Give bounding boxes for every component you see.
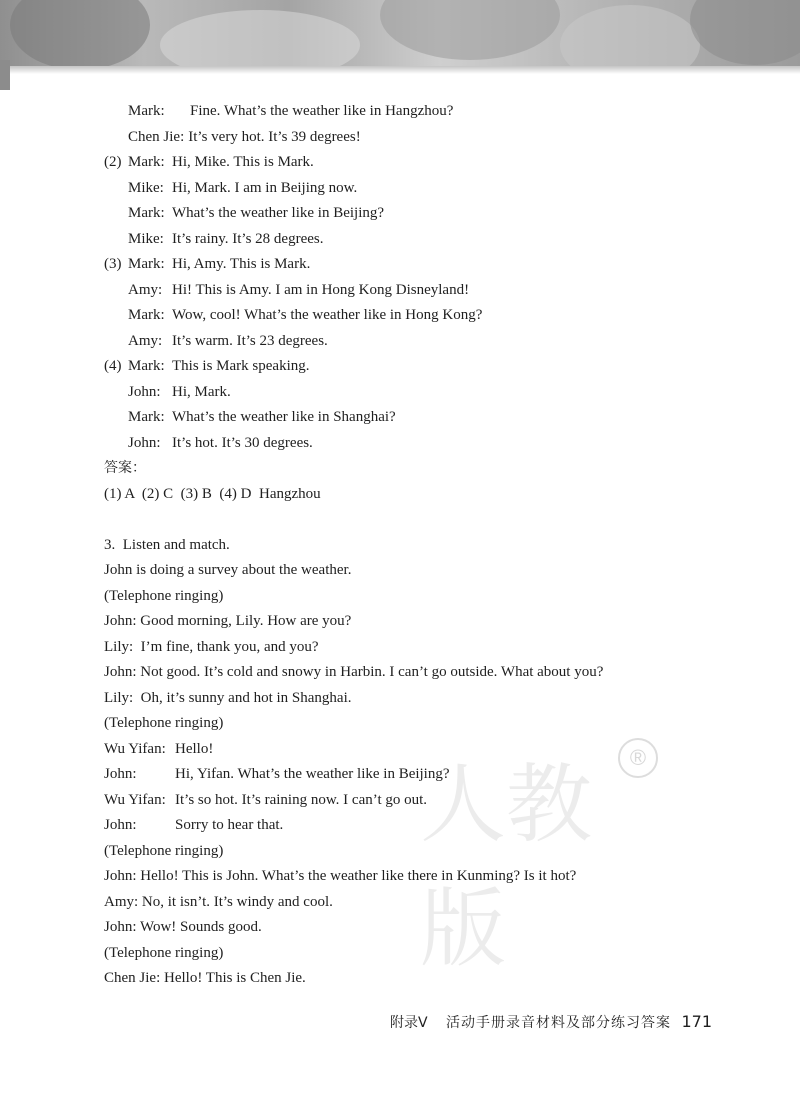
dialogue-line: John: Hello! This is John. What’s the weather like there in Kunming? Is it hot? (104, 868, 577, 884)
dialogue-line: Lily: I’m fine, thank you, and you? (104, 639, 319, 655)
dialogue-line: Mark: Fine. What’s the weather like in Hangzhou? (128, 103, 454, 119)
narration-line: John is doing a survey about the weather. (104, 562, 352, 578)
header-banner-image (0, 0, 800, 74)
dialogue-line: John: Hi, Mark. (128, 384, 231, 400)
dialogue-line: Lily: Oh, it’s sunny and hot in Shanghai. (104, 690, 352, 706)
dialogue-line: Mark: What’s the weather like in Shanghai? (128, 409, 396, 425)
registered-mark: ® (618, 738, 658, 778)
dialogue-3-number: (3) (104, 256, 122, 272)
publisher-watermark: 人教版 (420, 755, 592, 979)
dialogue-line: Mark: Wow, cool! What’s the weather like in Hong Kong? (128, 307, 483, 323)
dialogue-line: John: Not good. It’s cold and snowy in Harbin. I can’t go outside. What about you? (104, 664, 604, 680)
stage-direction: (Telephone ringing) (104, 588, 224, 604)
appendix-label: 附录V (389, 1015, 428, 1031)
dialogue-line: John: Wow! Sounds good. (104, 919, 262, 935)
dialogue-line: John: Good morning, Lily. How are you? (104, 613, 352, 629)
dialogue-line: John: It’s hot. It’s 30 degrees. (128, 435, 313, 451)
appendix-title: 活动手册录音材料及部分练习答案 (446, 1015, 671, 1031)
dialogue-line: Amy: Hi! This is Amy. I am in Hong Kong Disneyland! (128, 282, 470, 298)
page-number: 171 (681, 1012, 712, 1031)
dialogue-line: Mike: It’s rainy. It’s 28 degrees. (128, 231, 324, 247)
dialogue-line: Mark: Hi, Mike. This is Mark. (128, 154, 314, 170)
dialogue-4-number: (4) (104, 358, 122, 374)
dialogue-line: Chen Jie: It’s very hot. It’s 39 degrees! (128, 129, 361, 145)
page-footer (390, 1012, 712, 1032)
section-3-title: 3. Listen and match. (104, 537, 230, 553)
dialogue-line: Chen Jie: Hello! This is Chen Jie. (104, 970, 306, 986)
dialogue-2-number: (2) (104, 154, 122, 170)
dialogue-line: Mark: Hi, Amy. This is Mark. (128, 256, 311, 272)
stage-direction: (Telephone ringing) (104, 843, 224, 859)
stage-direction: (Telephone ringing) (104, 715, 224, 731)
answers-label: 答案： (104, 460, 146, 476)
dialogue-line: Wu Yifan: Hello! (104, 741, 214, 757)
dialogue-line: Mike: Hi, Mark. I am in Beijing now. (128, 180, 358, 196)
dialogue-line: Wu Yifan: It’s so hot. It’s raining now. I can’t go out. (104, 792, 428, 808)
dialogue-line: Amy: No, it isn’t. It’s windy and cool. (104, 894, 333, 910)
dialogue-line: Mark: What’s the weather like in Beijing? (128, 205, 385, 221)
page-edge-mark (0, 60, 10, 90)
dialogue-line: Amy: It’s warm. It’s 23 degrees. (128, 333, 328, 349)
answers: (1) A (2) C (3) B (4) D Hangzhou (104, 486, 321, 502)
dialogue-line: John: Hi, Yifan. What’s the weather like in Beijing? (104, 766, 450, 782)
dialogue-line: Mark: This is Mark speaking. (128, 358, 310, 374)
dialogue-line: John: Sorry to hear that. (104, 817, 284, 833)
stage-direction: (Telephone ringing) (104, 945, 224, 961)
